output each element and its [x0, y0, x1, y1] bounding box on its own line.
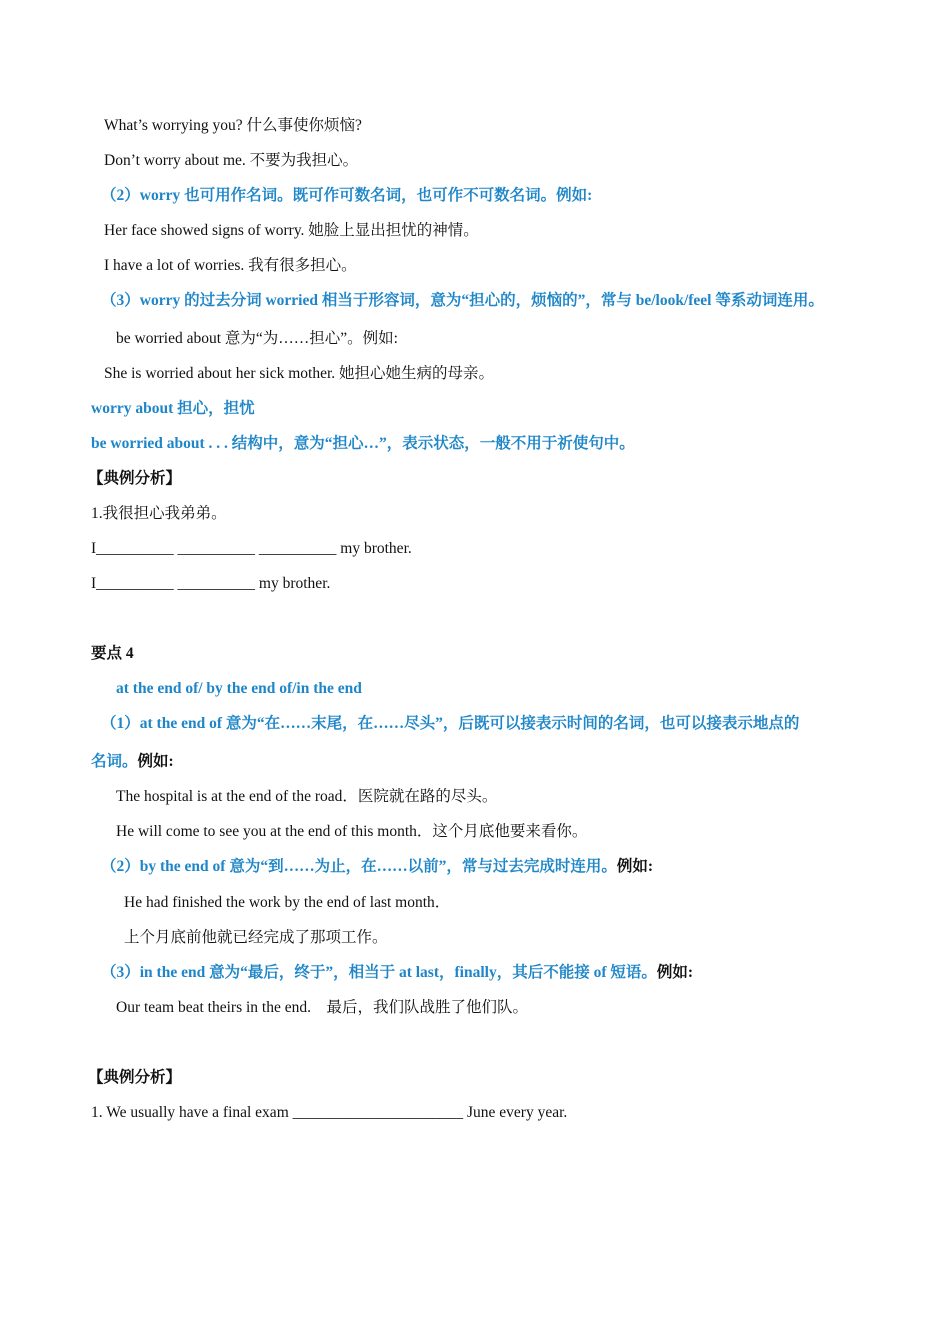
example-sentence: Don’t worry about me. 不要为我担心。 [104, 152, 359, 169]
rule-heading-tail: 名词。 [91, 753, 138, 770]
section-title: 【典例分析】 [88, 470, 182, 487]
example-sentence: be worried about 意为“为……担心”。例如: [116, 330, 398, 347]
exercise-question: 1.我很担心我弟弟。 [91, 505, 227, 522]
point-title: 要点 4 [91, 645, 134, 662]
phrase-note: be worried about . . . 结构中，意为“担心…”，表示状态，一般不用于祈使句中。 [91, 435, 635, 452]
exercise-question: 1. We usually have a final exam ______________________ June every year. [91, 1104, 568, 1121]
example-sentence: What’s worrying you? 什么事使你烦恼? [104, 117, 362, 134]
section-title: 【典例分析】 [88, 1069, 182, 1086]
point-phrase: at the end of/ by the end of/in the end [116, 680, 362, 697]
exercise-blank-line: I__________ __________ my brother. [91, 575, 331, 592]
example-sentence: Her face showed signs of worry. 她脸上显出担忧的神情。 [104, 222, 479, 239]
rule-heading: （2）worry 也可用作名词。既可作可数名词，也可作不可数名词。例如: [101, 187, 593, 204]
example-sentence: He will come to see you at the end of this month．这个月底他要来看你。 [116, 823, 588, 840]
example-sentence: I have a lot of worries. 我有很多担心。 [104, 257, 357, 274]
example-sentence: Our team beat theirs in the end. 最后，我们队战胜了他们队。 [116, 999, 528, 1016]
rule-heading-cont [91, 752, 174, 772]
example-translation: 上个月底前他就已经完成了那项工作。 [124, 929, 388, 946]
rule-heading: （2）by the end of 意为“到……为止，在……以前”，常与过去完成时连用。 [101, 858, 617, 875]
rule-heading: （3）worry 的过去分词 worried 相当于形容词，意为“担心的，烦恼的”，常与 be/look/feel 等系动词连用。 [101, 292, 824, 309]
rule-heading-row [101, 857, 653, 877]
example-label: 例如: [656, 964, 694, 981]
rule-heading: （3）in the end 意为“最后，终于”，相当于 at last，finally，其后不能接 of 短语。 [101, 964, 657, 981]
rule-heading-row [101, 963, 693, 983]
phrase-note: worry about 担心，担忧 [91, 400, 255, 417]
example-sentence: She is worried about her sick mother. 她担心她生病的母亲。 [104, 365, 495, 382]
rule-heading: （1）at the end of 意为“在……末尾，在……尽头”，后既可以接表示时间的名词，也可以接表示地点的 [101, 715, 800, 732]
example-label: 例如: [137, 753, 174, 770]
exercise-blank-line: I__________ __________ __________ my brother. [91, 540, 412, 557]
example-sentence: He had finished the work by the end of last month． [124, 894, 451, 911]
example-sentence: The hospital is at the end of the road．医院就在路的尽头。 [116, 788, 498, 805]
example-label: 例如: [616, 858, 653, 875]
